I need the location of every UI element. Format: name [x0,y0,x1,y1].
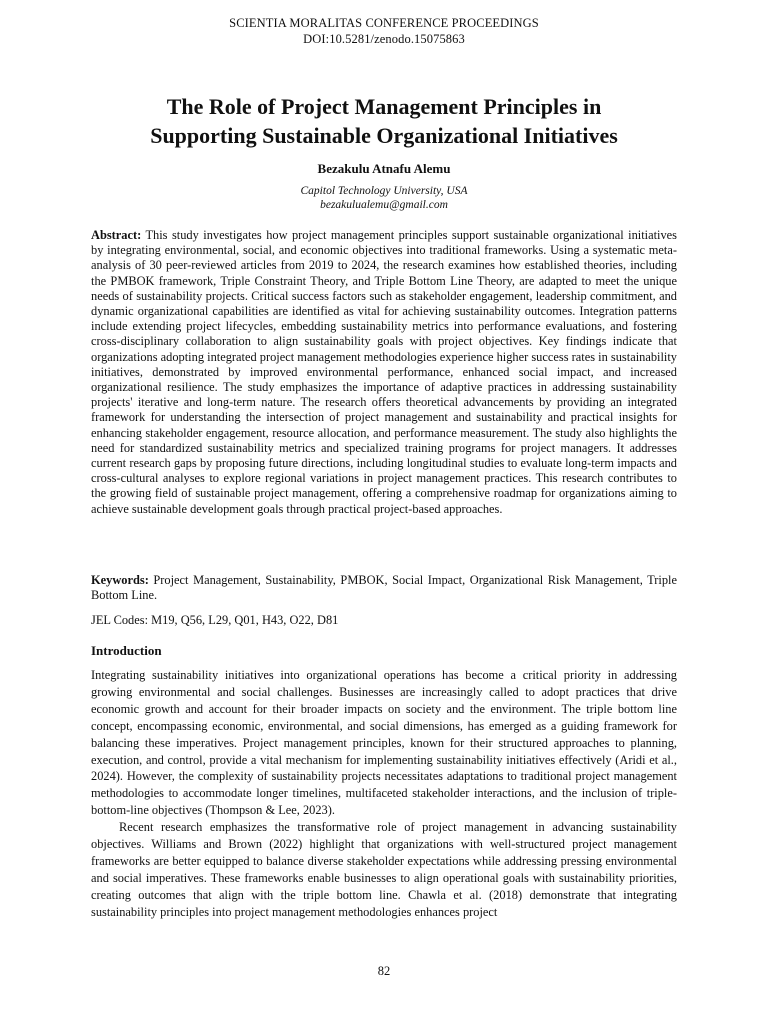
paper-title [60,92,708,150]
introduction-body [91,667,677,921]
abstract [91,228,677,517]
running-header [0,15,768,47]
keywords-text: Project Management, Sustainability, PMBOK, Social Impact, Organizational Risk Management, Triple Bottom Line. [91,573,677,603]
doi: DOI:10.5281/zenodo.15075863 [303,32,465,46]
keywords-label: Keywords: [91,573,149,587]
abstract-label: Abstract: [91,228,142,242]
author-affiliation-block [0,184,768,212]
title-line-1: The Role of Project Management Principles in [166,94,602,119]
jel-codes: JEL Codes: M19, Q56, L29, Q01, H43, O22, D81 [91,613,339,627]
intro-paragraph-2: Recent research emphasizes the transformative role of project management in advancing sustainability objectives. Williams and Brown (2022) highlight that organizations with well-structured project management frameworks are better equipped to balance diverse stakeholder expectations while addressing pressing environmental and social imperatives. These frameworks enable businesses to align operational goals with sustainability priorities, creating outcomes that align with the triple bottom line. Chawla et al. (2018) demonstrate that integrating sustainability principles into project management methodologies enhances project [91,820,677,919]
author-email: bezakulualemu@gmail.com [320,199,448,211]
abstract-text: This study investigates how project management principles support sustainable organizational initiatives by integrating environmental, social, and economic objectives into traditional frameworks. Using a systematic meta-analysis of 30 peer-reviewed articles from 2019 to 2024, the research examines how established theories, including the PMBOK framework, Triple Constraint Theory, and Triple Bottom Line Theory, are adapted to meet the unique needs of sustainability projects. Critical success factors such as stakeholder engagement, leadership commitment, and dynamic organizational capabilities are identified as vital for achieving sustainability outcomes. Integration patterns include extending project lifecycles, embedding sustainability metrics into performance evaluations, and fostering cross-disciplinary collaboration to align sustainability goals with project objectives. Key findings indicate that organizations adopting integrated project management methodologies experience higher success rates in sustainability initiatives, demonstrated by improved environmental performance, enhanced social impact, and increased organizational resilience. The study emphasizes the importance of adaptive practices in addressing sustainability projects' iterative and long-term nature. The research offers theoretical advancements by providing an integrated framework for understanding the intersection of project management and sustainability and practical insights for enhancing stakeholder engagement, resource allocation, and performance measurement. The study also highlights the need for standardized sustainability metrics and specialized training programs for project managers. It addresses current research gaps by proposing future directions, including longitudinal studies to evaluate long-term impacts and cross-cultural analyses to explore regional variations in project management practices. This research contributes to the growing field of sustainable project management, offering a comprehensive roadmap for organizations aiming to achieve sustainable development goals through practical project-based approaches. [91,228,678,516]
introduction-heading: Introduction [91,643,162,658]
page-number: 82 [377,964,391,978]
author-affiliation: Capitol Technology University, USA [300,185,468,197]
keywords [91,573,677,603]
author-name: Bezakulu Atnafu Alemu [317,161,451,176]
intro-paragraph-1: Integrating sustainability initiatives into organizational operations has become a critical priority in addressing growing environmental and social challenges. Businesses are increasingly called to adopt practices that drive economic growth and account for their broader impacts on society and the environment. The triple bottom line concept, encompassing economic, environmental, and social dimensions, has emerged as a guiding framework for balancing these imperatives. Project management principles, known for their structured approaches to planning, execution, and control, provide a vital mechanism for implementing sustainability initiatives effectively (Aridi et al., 2024). However, the complexity of sustainability projects necessitates adaptations to traditional project management methodologies to accommodate longer timelines, multifaceted stakeholder interactions, and the inclusion of triple-bottom-line objectives (Thompson & Lee, 2023). [91,668,677,818]
journal-name: SCIENTIA MORALITAS CONFERENCE PROCEEDINGS [229,16,539,30]
title-line-2: Supporting Sustainable Organizational Initiatives [150,123,618,148]
